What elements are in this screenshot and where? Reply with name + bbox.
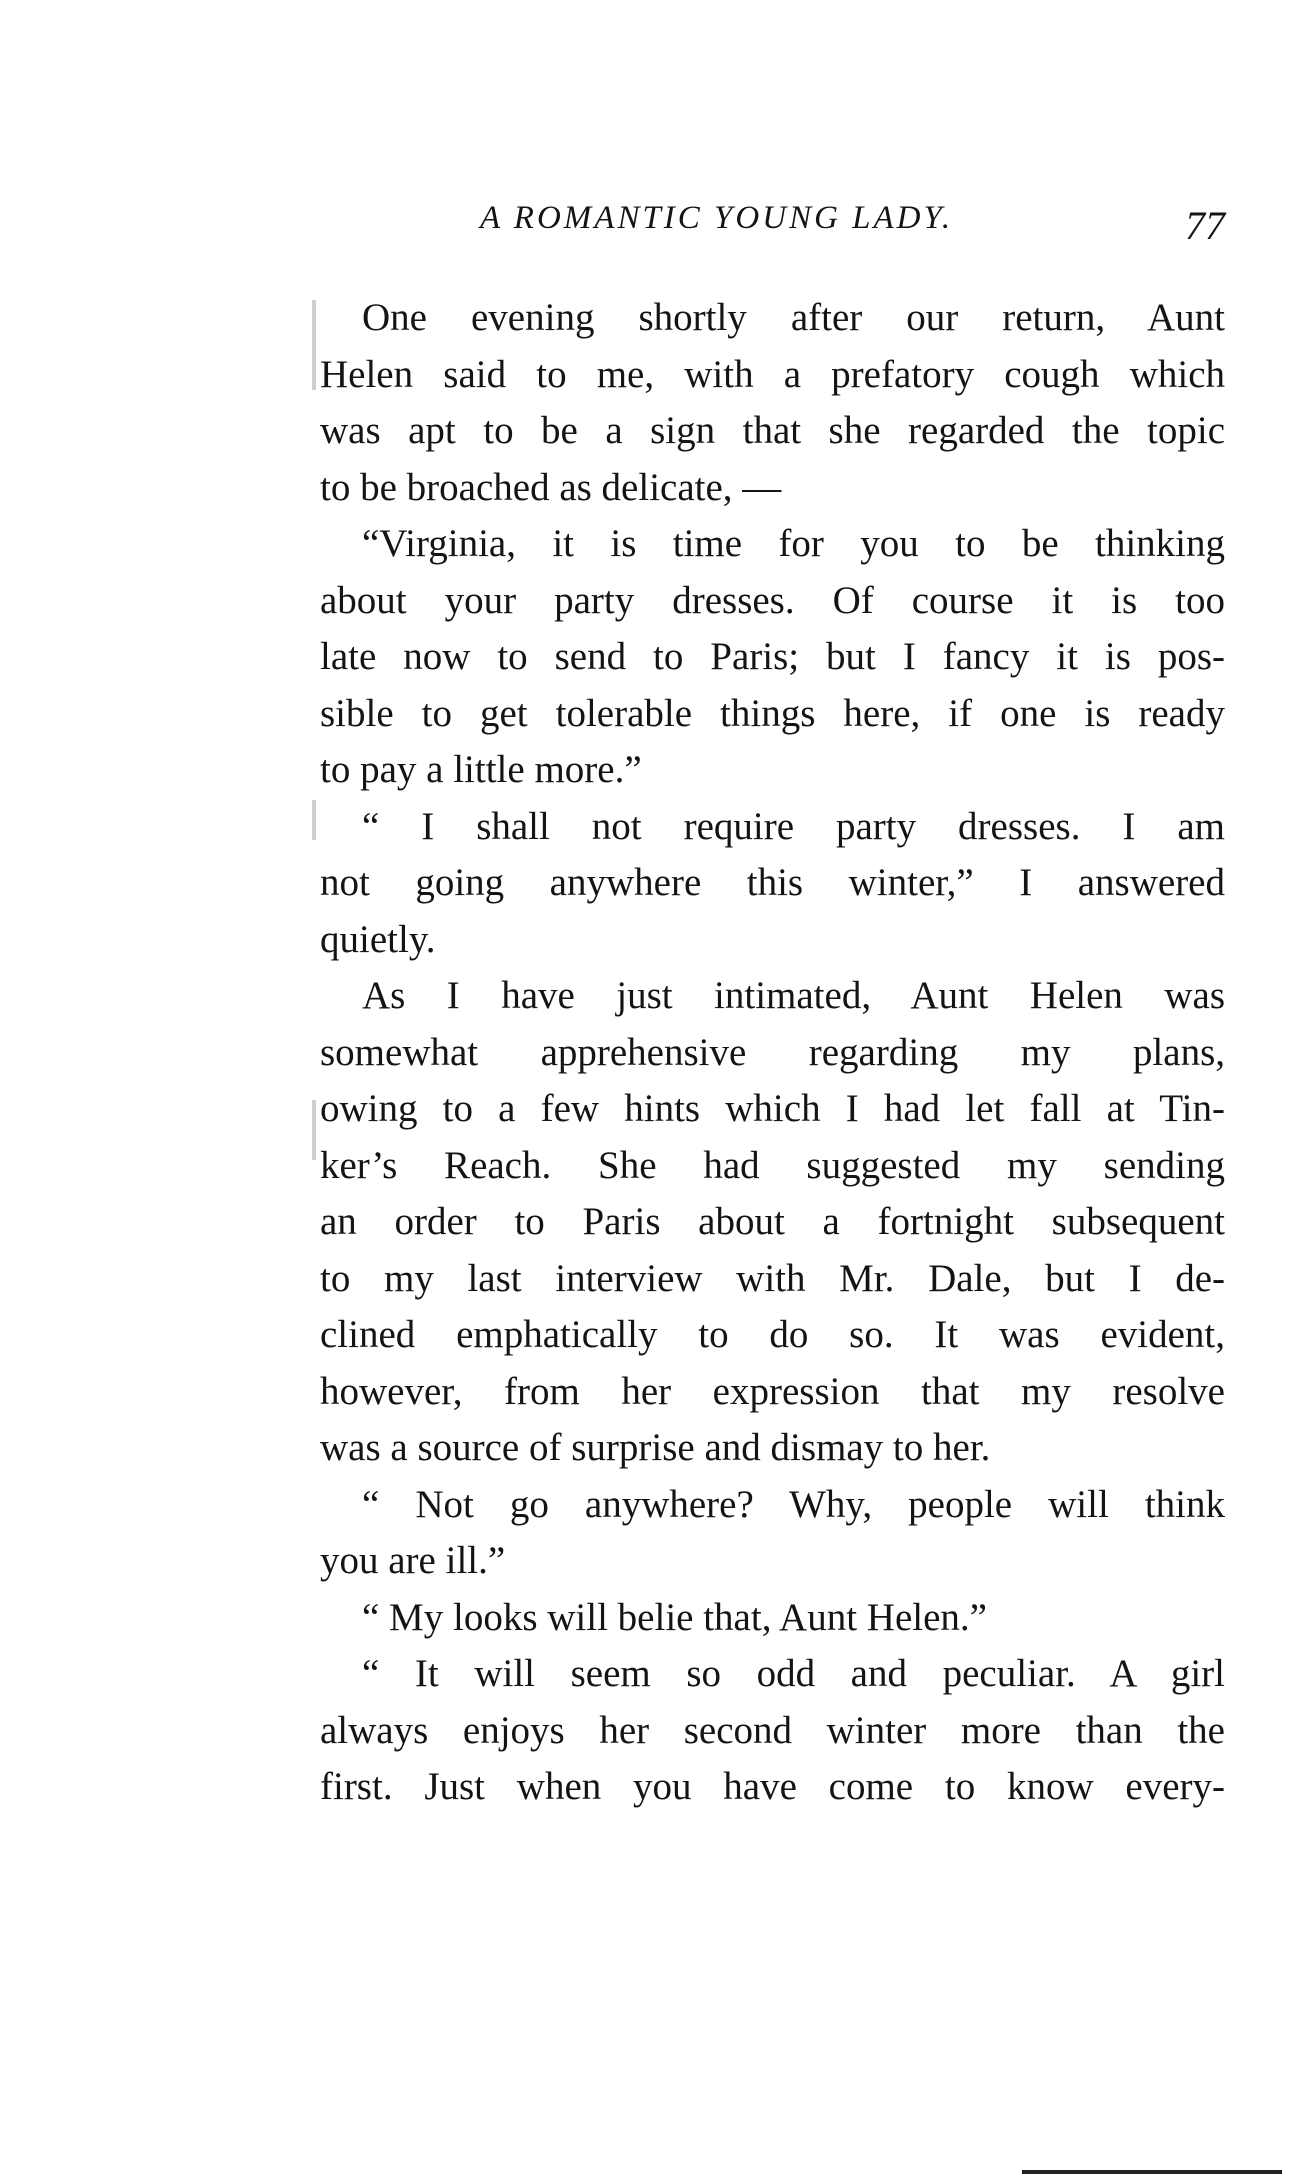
text-line: to pay a little more.” (320, 748, 642, 791)
text-line: One evening shortly after our return, Aunt (362, 296, 1225, 339)
body-text (320, 290, 1225, 1816)
text-line: to be broached as delicate, — (320, 465, 782, 509)
page-number: 77 (1185, 203, 1225, 248)
text-line: owing to a few hints which I had let fall at Tin- (320, 1087, 1225, 1130)
text-line: ker’s Reach. She had suggested my sending (320, 1143, 1225, 1187)
text-line: sible to get tolerable things here, if one is ready (320, 691, 1225, 735)
text-line: somewhat apprehensive regarding my plans, (320, 1030, 1225, 1074)
text-line: however, from her expression that my resolve (320, 1369, 1225, 1413)
text-line: always enjoys her second winter more than the (320, 1708, 1225, 1752)
text-line: not going anywhere this winter,” I answered (320, 861, 1225, 904)
text-line: quietly. (320, 917, 436, 961)
text-line: Helen said to me, with a prefatory cough which (320, 352, 1225, 396)
scan-gutter-mark (312, 800, 316, 840)
text-line: was a source of surprise and dismay to her. (320, 1426, 991, 1469)
text-line: you are ill.” (320, 1539, 506, 1582)
text-line: “ Not go anywhere? Why, people will think (362, 1482, 1225, 1526)
running-title: A ROMANTIC YOUNG LADY. (480, 200, 954, 236)
running-head (320, 200, 1225, 260)
text-line: about your party dresses. Of course it is too (320, 578, 1225, 622)
text-line: clined emphatically to do so. It was evident, (320, 1313, 1225, 1356)
text-line: late now to send to Paris; but I fancy it is pos- (320, 635, 1225, 678)
text-line: As I have just intimated, Aunt Helen was (362, 974, 1225, 1017)
text-line: “Virginia, it is time for you to be thinking (362, 522, 1225, 565)
bottom-rule (1022, 2170, 1282, 2174)
text-line: first. Just when you have come to know every- (320, 1765, 1225, 1808)
text-line: was apt to be a sign that she regarded the topic (320, 409, 1225, 452)
text-line: “ It will seem so odd and peculiar. A girl (362, 1652, 1225, 1695)
text-line: an order to Paris about a fortnight subsequent (320, 1200, 1225, 1243)
text-line: “ I shall not require party dresses. I am (362, 804, 1225, 848)
text-line: to my last interview with Mr. Dale, but I de- (320, 1256, 1225, 1300)
scan-gutter-mark (312, 300, 316, 390)
scan-gutter-mark (312, 1100, 316, 1160)
text-line: “ My looks will belie that, Aunt Helen.” (362, 1595, 987, 1639)
